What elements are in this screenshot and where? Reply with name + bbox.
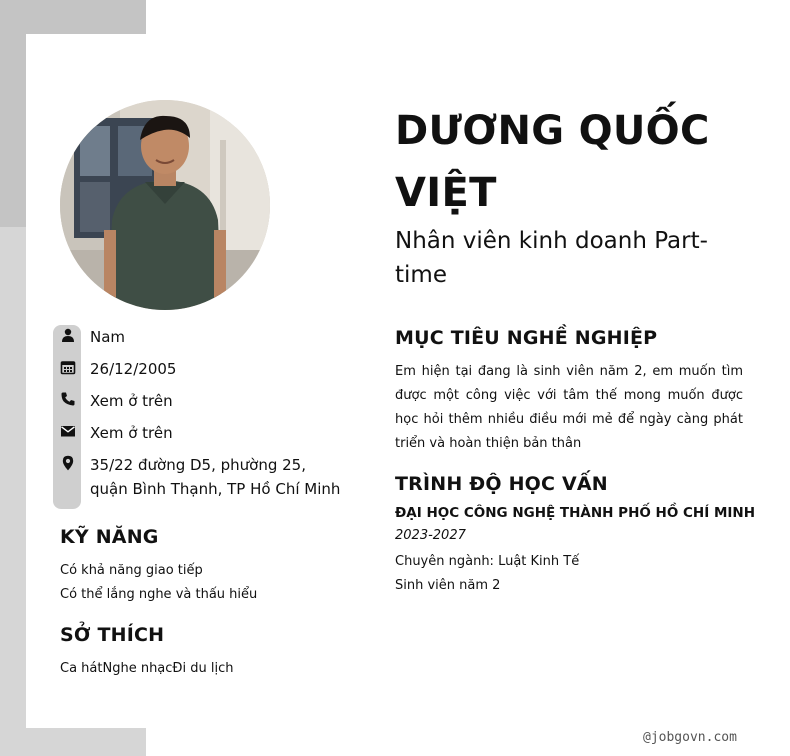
hobbies-heading: SỞ THÍCH: [60, 624, 165, 646]
study-years: 2023-2027: [395, 528, 466, 543]
skill-item: Có khả năng giao tiếp: [60, 563, 203, 578]
major-text: Chuyên ngành: Luật Kinh Tế: [395, 554, 580, 569]
education-heading: TRÌNH ĐỘ HỌC VẤN: [395, 473, 608, 495]
school-name: ĐẠI HỌC CÔNG NGHỆ THÀNH PHỐ HỒ CHÍ MINH: [395, 505, 756, 521]
phone-icon: [60, 391, 76, 407]
phone-text: Xem ở trên: [90, 392, 173, 410]
calendar-icon: [60, 359, 76, 375]
contact-icon-rail: [53, 325, 81, 509]
dob-text: 26/12/2005: [90, 360, 177, 378]
person-icon: [60, 327, 76, 343]
hobbies-text: Ca hátNghe nhạcĐi du lịch: [60, 661, 234, 676]
skill-item: Có thể lắng nghe và thấu hiểu: [60, 587, 258, 602]
email-icon: [60, 423, 76, 439]
location-icon: [60, 455, 76, 471]
candidate-name: DƯƠNG QUỐC VIỆT: [395, 108, 710, 216]
address-text: 35/22 đường D5, phường 25, quận Bình Thạnh, TP Hồ Chí Minh: [90, 456, 341, 498]
skills-heading: KỸ NĂNG: [60, 526, 159, 548]
email-text: Xem ở trên: [90, 424, 173, 442]
objective-heading: MỤC TIÊU NGHỀ NGHIỆP: [395, 327, 658, 349]
gender-text: Nam: [90, 328, 126, 346]
objective-text: Em hiện tại đang là sinh viên năm 2, em muốn tìm được một công việc với tâm thế mong muốn được học hỏi thêm nhiều điều mới mẻ để ngày càng phát triển và hoàn thiện bản thân: [395, 364, 743, 451]
avatar: [60, 100, 270, 310]
candidate-title: Nhân viên kinh doanh Part-time: [395, 228, 708, 288]
student-status: Sinh viên năm 2: [395, 578, 501, 593]
watermark: @jobgovn.com: [643, 730, 737, 745]
